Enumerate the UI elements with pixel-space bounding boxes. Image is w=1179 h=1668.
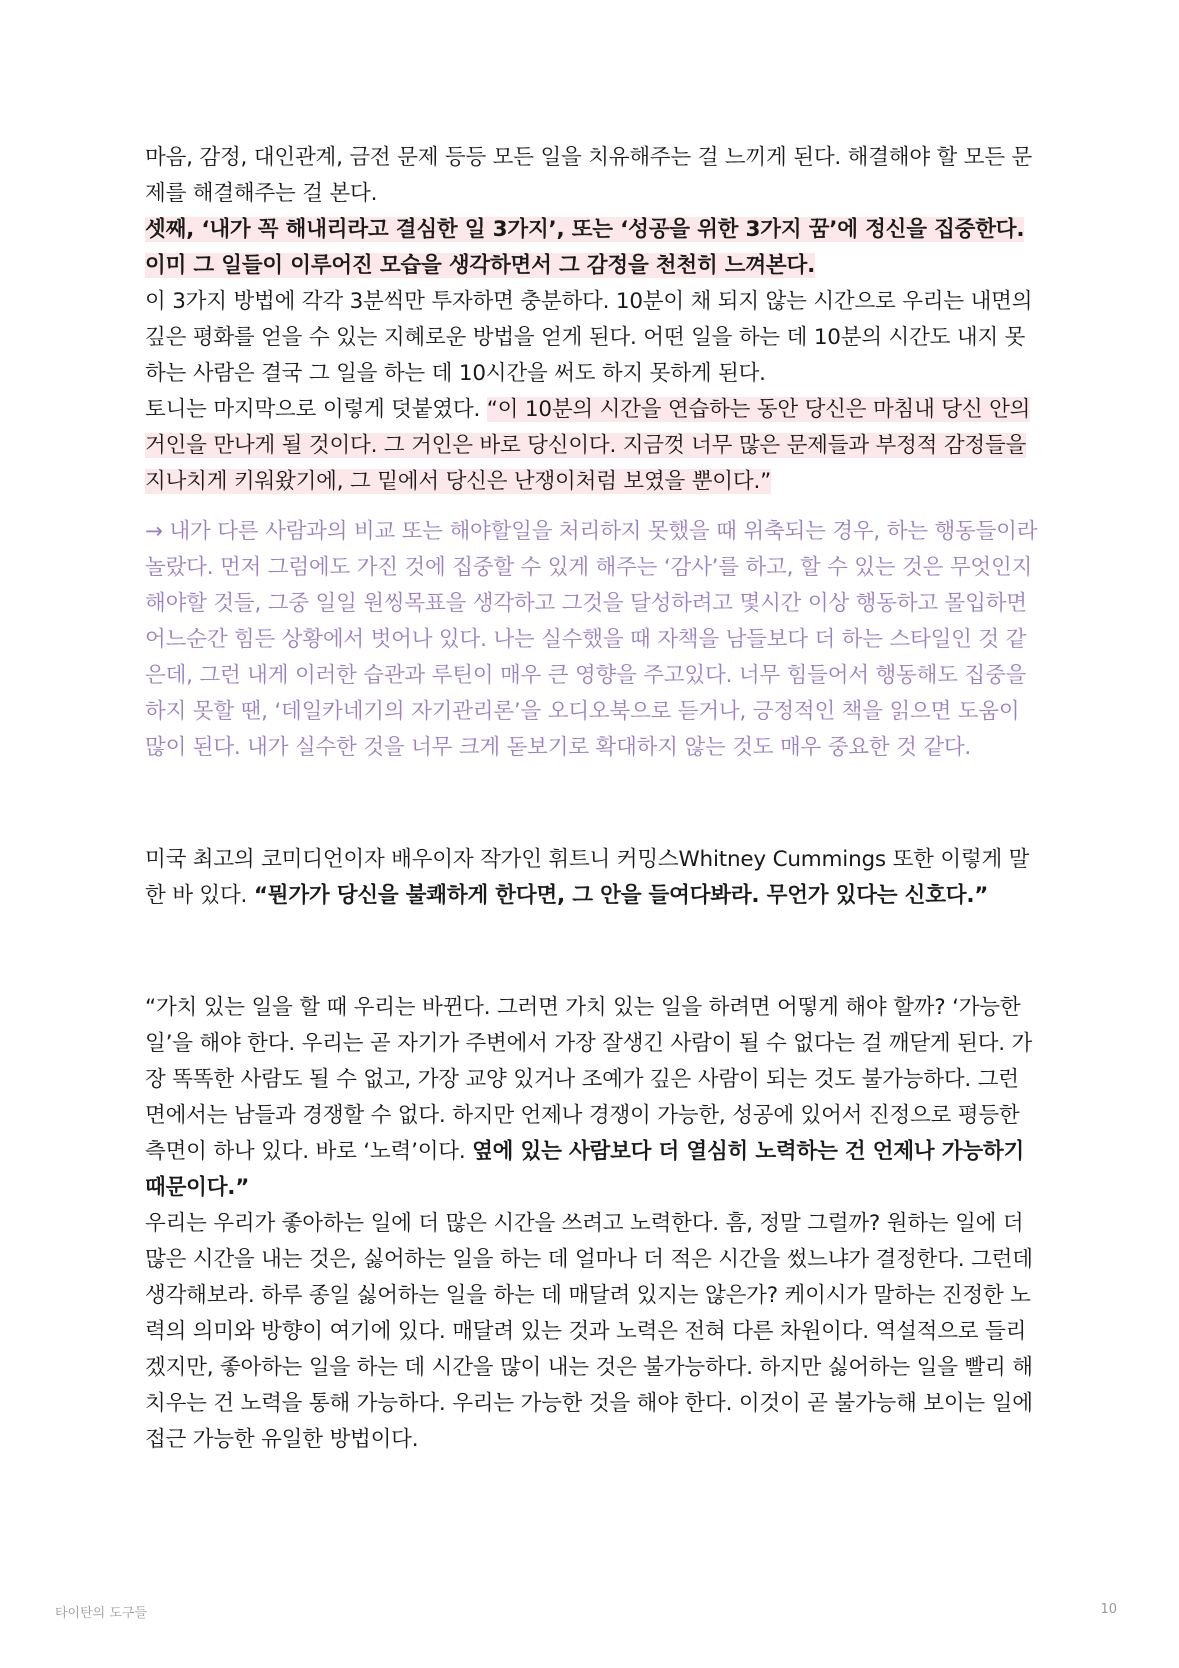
- paragraph-6-text: “가치 있는 일을 할 때 우리는 바뀐다. 그러면 가치 있는 일을 하려면 어떻게 해야 할까? ‘가능한 일’을 해야 한다. 우리는 곧 자기가 주변에서 가장 잘생긴 사람이 될 수 없다는 걸 깨닫게 된다. 가장 똑똑한 사람도 될 수 없고, 가장 교양 있거나 조예가 깊은 사람이 되는 것도 불가능하다. 그런 면에서는 남들과 경쟁할 수 없다. 하지만 언제나 경쟁이 가능한, 성공에 있어서 진정으로 평등한 측면이 하나 있다. 바로 ‘노력’이다.: [145, 995, 1033, 1164]
- footer-book-title: 타이탄의 도구들: [55, 1606, 148, 1621]
- paragraph-5-text: 미국 최고의 코미디언이자 배우이자 작가인 휘트니 커밍스Whitney Cummings 또한 이렇게 말한 바 있다.: [145, 847, 1030, 908]
- paragraph-1: 마음, 감정, 대인관계, 금전 문제 등등 모든 일을 치유해주는 걸 느끼게 된다. 해결해야 할 모든 문제를 해결해주는 걸 본다.: [145, 145, 1033, 206]
- paragraph-6-bold-quote: 옆에 있는 사람보다 더 열심히 노력하는 건 언제나 가능하기 때문이다.”: [145, 1139, 1025, 1200]
- paragraph-3: 이 3가지 방법에 각각 3분씩만 투자하면 충분하다. 10분이 채 되지 않는 시간으로 우리는 내면의 깊은 평화를 얻을 수 있는 지혜로운 방법을 얻게 된다. 어떤 일을 하는 데 10분의 시간도 내지 못하는 사람은 결국 그 일을 하는 데 10시간을 써도 하지 못하게 된다.: [145, 289, 1033, 386]
- paragraph-5: [145, 842, 1045, 914]
- document-body: [145, 140, 1045, 1458]
- paragraph-2-bold: [145, 212, 1045, 284]
- paragraph-5-bold-quote: “뭔가가 당신을 불쾌하게 한다면, 그 안을 들여다봐라. 무언가 있다는 신호다.”: [253, 883, 989, 908]
- paragraph-7: 우리는 우리가 좋아하는 일에 더 많은 시간을 쓰려고 노력한다. 흠, 정말 그럴까? 원하는 일에 더 많은 시간을 내는 것은, 싫어하는 일을 하는 데 얼마나 더 적은 시간을 썼느냐가 결정한다. 그런데 생각해보라. 하루 종일 싫어하는 일을 하는 데 매달려 있지는 않은가? 케이시가 말하는 진정한 노력의 의미와 방향이 여기에 있다. 매달려 있는 것과 노력은 전혀 다른 차원이다. 역설적으로 들리겠지만, 좋아하는 일을 하는 데 시간을 많이 내는 것은 불가능하다. 하지만 싫어하는 일을 빨리 해치우는 건 노력을 통해 가능하다. 우리는 가능한 것을 해야 한다. 이것이 곧 불가능해 보이는 일에 접근 가능한 유일한 방법이다.: [145, 1211, 1033, 1452]
- highlight-quote: “이 10분의 시간을 연습하는 동안 당신은 마침내 당신 안의 거인을 만나게 될 것이다. 그 거인은 바로 당신이다. 지금껏 너무 많은 문제들과 부정적 감정들을 지나치게 키워왔기에, 그 밑에서 당신은 난쟁이처럼 보였을 뿐이다.”: [145, 397, 1031, 494]
- paragraph-4-text: 토니는 마지막으로 이렇게 덧붙였다.: [145, 397, 487, 422]
- footer-page-number: 10: [1100, 1602, 1117, 1617]
- personal-note: → 내가 다른 사람과의 비교 또는 해야할일을 처리하지 못했을 때 위축되는 경우, 하는 행동들이라 놀랐다. 먼저 그럼에도 가진 것에 집중할 수 있게 해주는 ‘감사’를 하고, 할 수 있는 것은 무엇인지 해야할 것들, 그중 일일 원씽목표을 생각하고 그것을 달성하려고 몇시간 이상 행동하고 몰입하면 어느순간 힘든 상황에서 벗어나 있다. 나는 실수했을 때 자책을 남들보다 더 하는 스타일인 것 같은데, 그런 내게 이러한 습관과 루틴이 매우 큰 영향을 주고있다. 너무 힘들어서 행동해도 집중을 하지 못할 땐, ‘데일카네기의 자기관리론’을 오디오북으로 듣거나, 긍정적인 책을 읽으면 도움이 많이 된다. 내가 실수한 것을 너무 크게 돋보기로 확대하지 않는 것도 매우 중요한 것 같다.: [145, 519, 1038, 760]
- paragraph-4: [145, 392, 1045, 500]
- spacer: [145, 766, 1045, 842]
- spacer: [145, 914, 1045, 990]
- highlight-p2: 셋째, ‘내가 꼭 해내리라고 결심한 일 3가지’, 또는 ‘성공을 위한 3가지 꿈’에 정신을 집중한다. 이미 그 일들이 이루어진 모습을 생각하면서 그 감정을 천천히 느껴본다.: [145, 217, 1025, 278]
- paragraph-6: [145, 990, 1045, 1206]
